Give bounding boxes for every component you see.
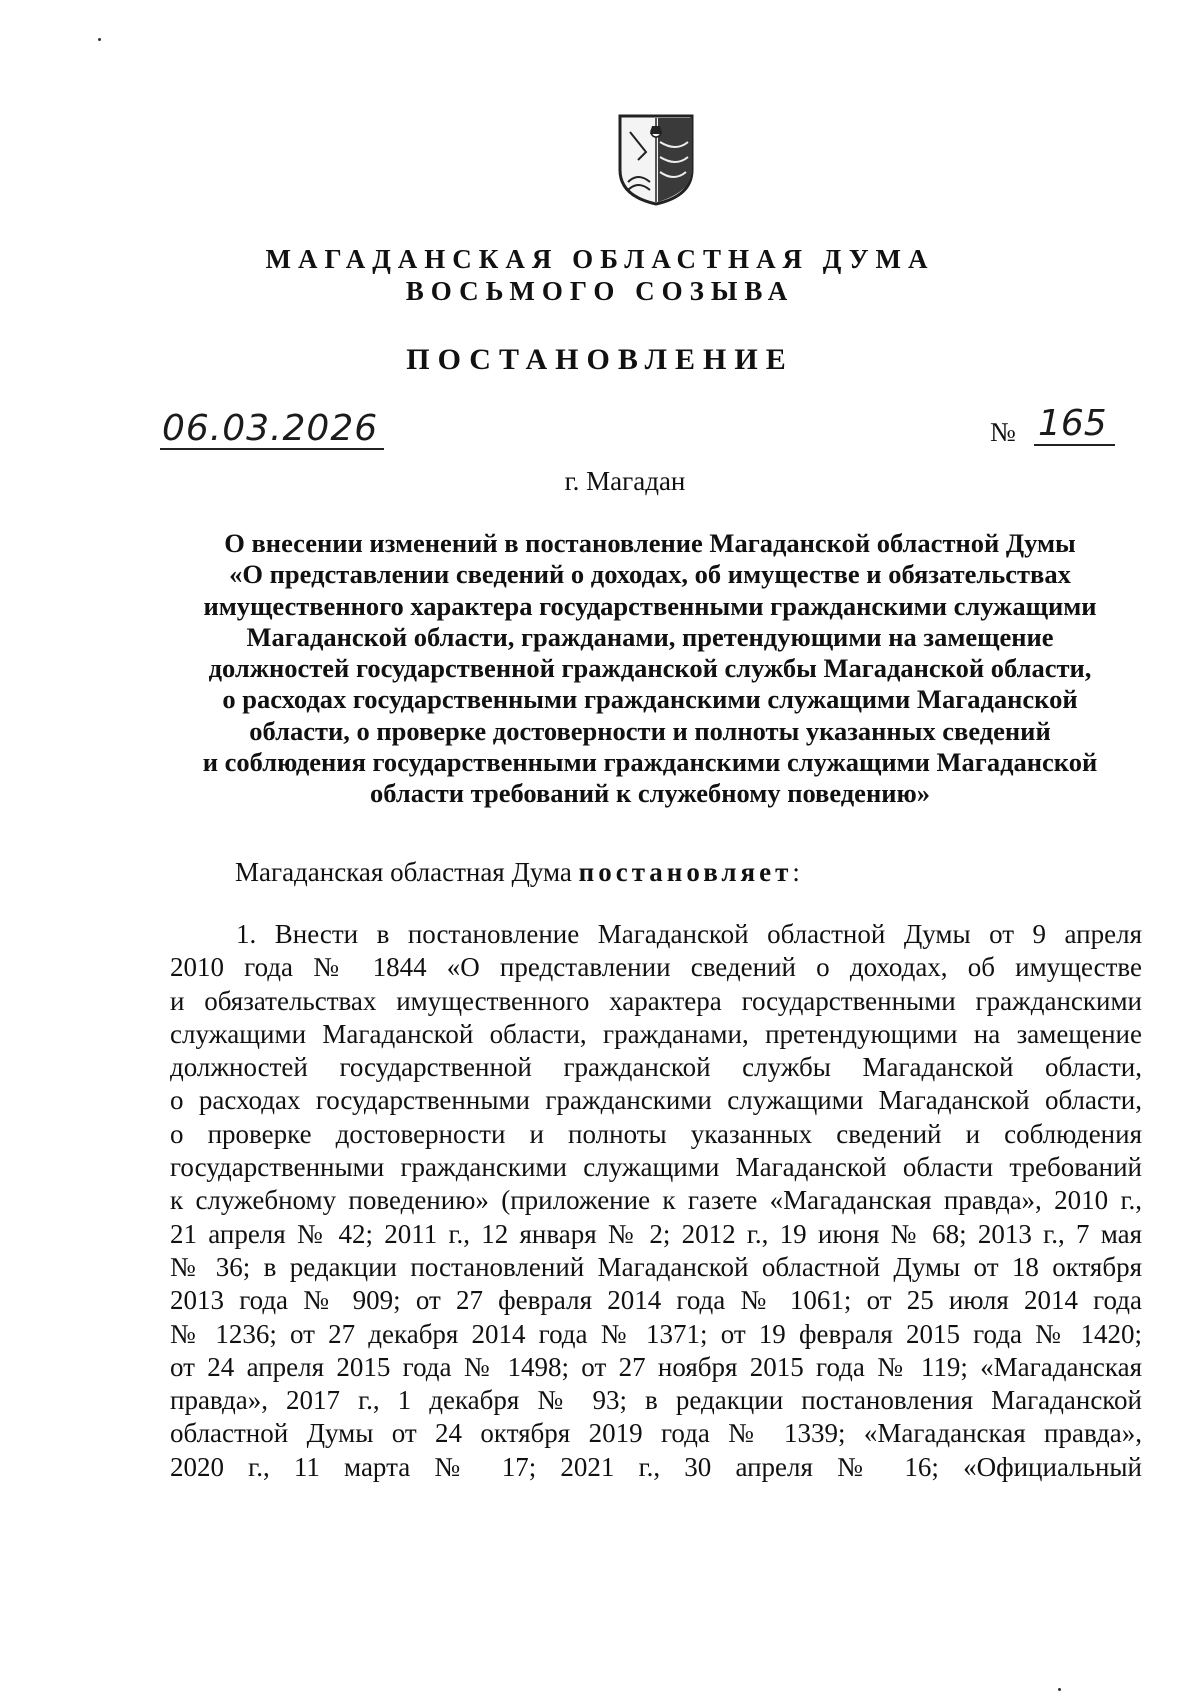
city: г. Магадан: [564, 466, 686, 496]
subject-line: имущественного характера государственными гражданскими служащими: [203, 590, 1097, 621]
body-line: служащими Магаданской области, гражданами, претендующими на замещение: [170, 1018, 1142, 1049]
body-line: к служебному поведению» (приложение к газете «Магаданская правда», 2010 г.,: [170, 1185, 1142, 1216]
body-line: должностей государственной гражданской службы Магаданской области,: [170, 1052, 1142, 1083]
coat-of-arms-emblem: [616, 112, 696, 206]
handwritten-date: 06.03.2026: [160, 410, 384, 450]
body-line: № 36; в редакции постановлений Магаданской областной Думы от 18 октября: [170, 1251, 1142, 1282]
body-line: 21 апреля № 42; 2011 г., 12 января № 2; 2012 г., 19 июня № 68; 2013 г., 7 мая: [170, 1218, 1142, 1249]
subject-line: о расходах государственными гражданскими служащими Магаданской: [222, 684, 1078, 715]
subject-line: должностей государственной гражданской службы Магаданской области,: [208, 653, 1092, 684]
subject-line: «О представлении сведений о доходах, об имуществе и обязательствах: [229, 559, 1071, 590]
handwritten-number: 165: [1034, 404, 1115, 446]
body-line: от 24 апреля 2015 года № 1498; от 27 ноября 2015 года № 119; «Магаданская: [170, 1351, 1142, 1382]
scan-speck: [98, 38, 101, 41]
body-line: государственными гражданскими служащими Магаданской области требований: [170, 1152, 1142, 1183]
preamble-tail: :: [792, 857, 800, 887]
preamble-emphasis: постановляет: [578, 857, 793, 887]
body-line: о проверке достоверности и полноты указанных сведений и соблюдения: [170, 1118, 1142, 1149]
document-body: [170, 918, 1142, 1484]
body-line: 2013 года № 909; от 27 февраля 2014 года № 1061; от 25 июля 2014 года: [170, 1285, 1142, 1316]
body-line: 2020 г., 11 марта № 17; 2021 г., 30 апреля № 16; «Официальный: [170, 1451, 1142, 1482]
scan-speck: [1058, 1688, 1061, 1691]
document-subject: [160, 528, 1140, 810]
subject-line: и соблюдения государственными гражданскими служащими Магаданской: [202, 747, 1098, 778]
preamble: [235, 857, 800, 888]
body-line: и обязательствах имущественного характера государственными гражданскими: [170, 985, 1142, 1016]
document-type: ПОСТАНОВЛЕНИЕ: [406, 343, 794, 376]
parliament-name: МАГАДАНСКАЯ ОБЛАСТНАЯ ДУМА: [265, 244, 935, 274]
body-line: 2010 года № 1844 «О представлении сведений о доходах, об имуществе: [170, 952, 1142, 983]
number-label: №: [990, 417, 1016, 447]
subject-line: О внесении изменений в постановление Магаданской областной Думы: [224, 528, 1076, 558]
body-line: 1. Внести в постановление Магаданской областной Думы от 9 апреля: [236, 919, 1142, 949]
body-line: о расходах государственными гражданскими служащими Магаданской области,: [170, 1085, 1142, 1116]
subject-line: области требований к служебному поведению»: [370, 778, 930, 809]
body-line: № 1236; от 27 декабря 2014 года № 1371; от 19 февраля 2015 года № 1420;: [170, 1318, 1142, 1349]
preamble-text: Магаданская областная Дума: [235, 857, 579, 887]
convocation: ВОСЬМОГО СОЗЫВА: [405, 276, 795, 306]
body-line: правда», 2017 г., 1 декабря № 93; в редакции постановления Магаданской: [170, 1385, 1142, 1416]
subject-line: Магаданской области, гражданами, претендующими на замещение: [246, 621, 1054, 652]
body-line: областной Думы от 24 октября 2019 года № 1339; «Магаданская правда»,: [170, 1418, 1142, 1449]
subject-line: области, о проверке достоверности и полноты указанных сведений: [249, 715, 1051, 746]
